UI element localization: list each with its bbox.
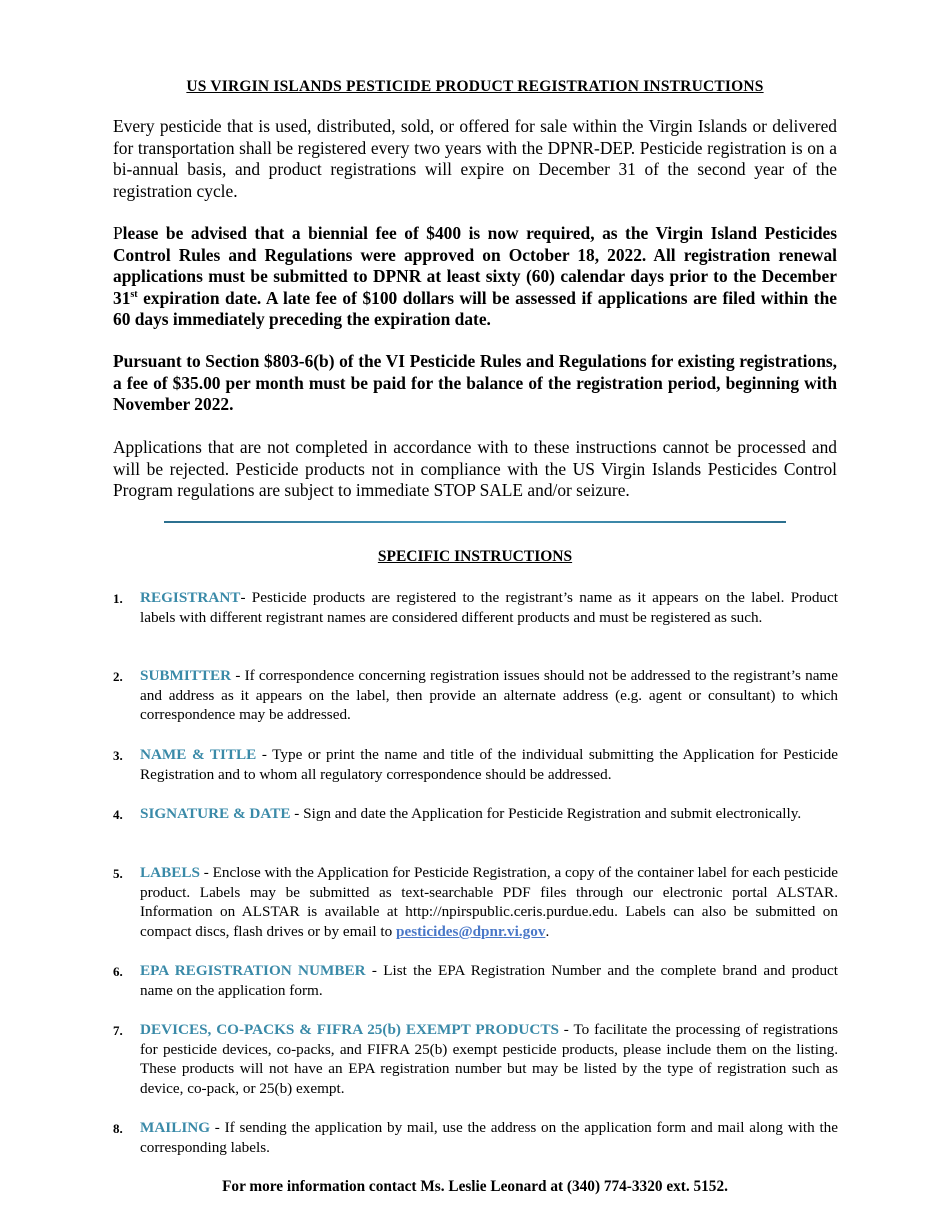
item-number: 2. <box>113 669 123 684</box>
item-text: - Sign and date the Application for Pesticide Registration and submit electronically. <box>290 805 802 822</box>
item-text: - If correspondence concerning registration issues should not be addressed to the registrant’s name and address as it appears on the label, then provide an alternate address (e.g. agent or consultant) to which correspondence may be addressed. <box>140 667 838 724</box>
intro-paragraph: Every pesticide that is used, distributed, sold, or offered for sale within the Virgin Islands or delivered for transportation shall be registered every two years with the DPNR-DEP. Pesticide registration is on a bi-annual basis, and product registrations will expire on December 31 of the second year of the registration cycle. <box>113 116 837 201</box>
instruction-item-mailing <box>113 1118 838 1157</box>
item-text: - Type or print the name and title of the individual submitting the Application for Pesticide Registration and to whom all regulatory correspondence should be addressed. <box>140 746 838 783</box>
fee-notice-text-1: lease be advised that a biennial fee of $400 is now required, as the Virgin Island Pesticides Control Rules and Regulations were approved on October 18, 2022. All registration renewal applications must be submitted to DPNR at least sixty (60) calendar days prior to the December 31 <box>113 223 837 308</box>
item-number: 7. <box>113 1023 123 1038</box>
item-term: DEVICES, CO-PACKS & FIFRA 25(b) EXEMPT PRODUCTS <box>140 1021 559 1038</box>
fee-notice-superscript: st <box>130 288 138 300</box>
instruction-item-registrant <box>113 588 838 627</box>
instruction-item-epa-number <box>113 961 838 1000</box>
item-number: 8. <box>113 1121 123 1136</box>
page-title: US VIRGIN ISLANDS PESTICIDE PRODUCT REGISTRATION INSTRUCTIONS <box>186 78 764 95</box>
rejection-paragraph: Applications that are not completed in accordance with to these instructions cannot be processed and will be rejected. Pesticide products not in compliance with the US Virgin Islands Pesticides Control Program regulations are subject to immediate STOP SALE and/or seizure. <box>113 437 837 500</box>
item-term: LABELS <box>140 864 200 881</box>
fee-notice-text-2: expiration date. A late fee of $100 dollars will be assessed if applications are filed within the 60 days immediately preceding the expiration date. <box>113 287 837 329</box>
item-term: MAILING <box>140 1119 211 1136</box>
item-number: 3. <box>113 748 123 763</box>
section-divider <box>164 521 786 523</box>
instruction-item-submitter <box>113 666 838 725</box>
fee-notice-paragraph <box>113 223 837 331</box>
item-term: REGISTRANT <box>140 589 241 606</box>
instruction-item-devices <box>113 1020 838 1099</box>
item-term: EPA REGISTRATION NUMBER <box>140 962 366 979</box>
item-number: 5. <box>113 866 123 881</box>
instruction-item-labels <box>113 863 838 942</box>
item-text: - If sending the application by mail, use the address on the application form and mail along with the corresponding labels. <box>140 1119 838 1156</box>
item-text: - To facilitate the processing of registrations for pesticide devices, co-packs, and FIFRA 25(b) exempt pesticide products, please include them on the listing. These products will not have an EPA registration number but may be listed by the type of registration such as device, co-pack, or 25(b) exempt. <box>140 1021 838 1098</box>
email-link[interactable]: pesticides@dpnr.vi.gov <box>396 923 546 941</box>
item-text: - List the EPA Registration Number and the complete brand and product name on the application form. <box>140 962 839 999</box>
item-number: 4. <box>113 807 123 822</box>
contact-footer: For more information contact Ms. Leslie Leonard at (340) 774-3320 ext. 5152. <box>222 1178 728 1195</box>
item-term: SIGNATURE & DATE <box>140 805 291 822</box>
item-term: NAME & TITLE <box>140 746 257 763</box>
item-number: 1. <box>113 591 123 606</box>
item-text: - Enclose with the Application for Pesticide Registration, a copy of the container label for each pesticide product. Labels may be submitted as text-searchable PDF files through our electronic portal ALSTAR. Information on ALSTAR is available at http://npirspublic.ceris.purdue.edu. Labels can also be submitted on compact discs, flash drives or by email to <box>140 864 838 941</box>
instruction-item-signature-date <box>113 804 838 824</box>
item-text: - Pesticide products are registered to the registrant’s name as it appears on the label. Product labels with different registrant names are considered different products and must be registered as such. <box>140 589 838 626</box>
specific-instructions-heading: SPECIFIC INSTRUCTIONS <box>377 548 573 565</box>
fee-notice-lead-letter: P <box>113 223 123 243</box>
item-term: SUBMITTER <box>140 667 232 684</box>
instruction-item-name-title <box>113 745 838 784</box>
pursuant-paragraph: Pursuant to Section $803-6(b) of the VI Pesticide Rules and Regulations for existing registrations, a fee of $35.00 per month must be paid for the balance of the registration period, beginning with November 2022. <box>113 351 837 414</box>
item-number: 6. <box>113 964 123 979</box>
item-text-tail: . <box>545 923 550 941</box>
